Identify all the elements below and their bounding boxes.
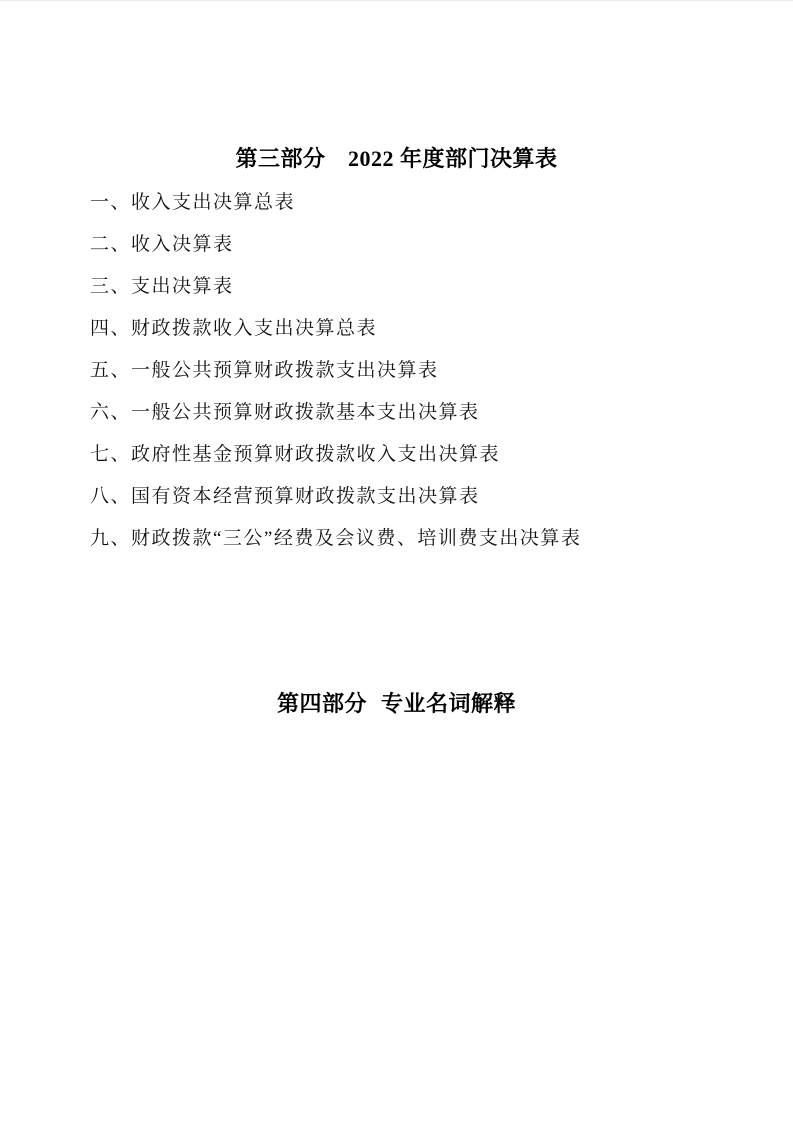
list-item-4: 四、财政拨款收入支出决算总表 — [90, 318, 378, 339]
list-item-5: 五、一般公共预算财政拨款支出决算表 — [90, 360, 439, 381]
list-item-3: 三、支出决算表 — [90, 276, 234, 297]
section-four-title: 第四部分 专业名词解释 — [276, 691, 516, 716]
list-item-7: 七、政府性基金预算财政拨款收入支出决算表 — [90, 444, 501, 465]
list-item-6: 六、一般公共预算财政拨款基本支出决算表 — [90, 402, 480, 423]
list-item-2: 二、收入决算表 — [90, 234, 234, 255]
list-item-8: 八、国有资本经营预算财政拨款支出决算表 — [90, 486, 480, 507]
section-three-title: 第三部分 2022 年度部门决算表 — [235, 146, 558, 171]
list-item-1: 一、收入支出决算总表 — [90, 192, 296, 213]
statement-table-list — [0, 182, 793, 560]
list-item-9: 九、财政拨款“三公”经费及会议费、培训费支出决算表 — [90, 528, 582, 549]
